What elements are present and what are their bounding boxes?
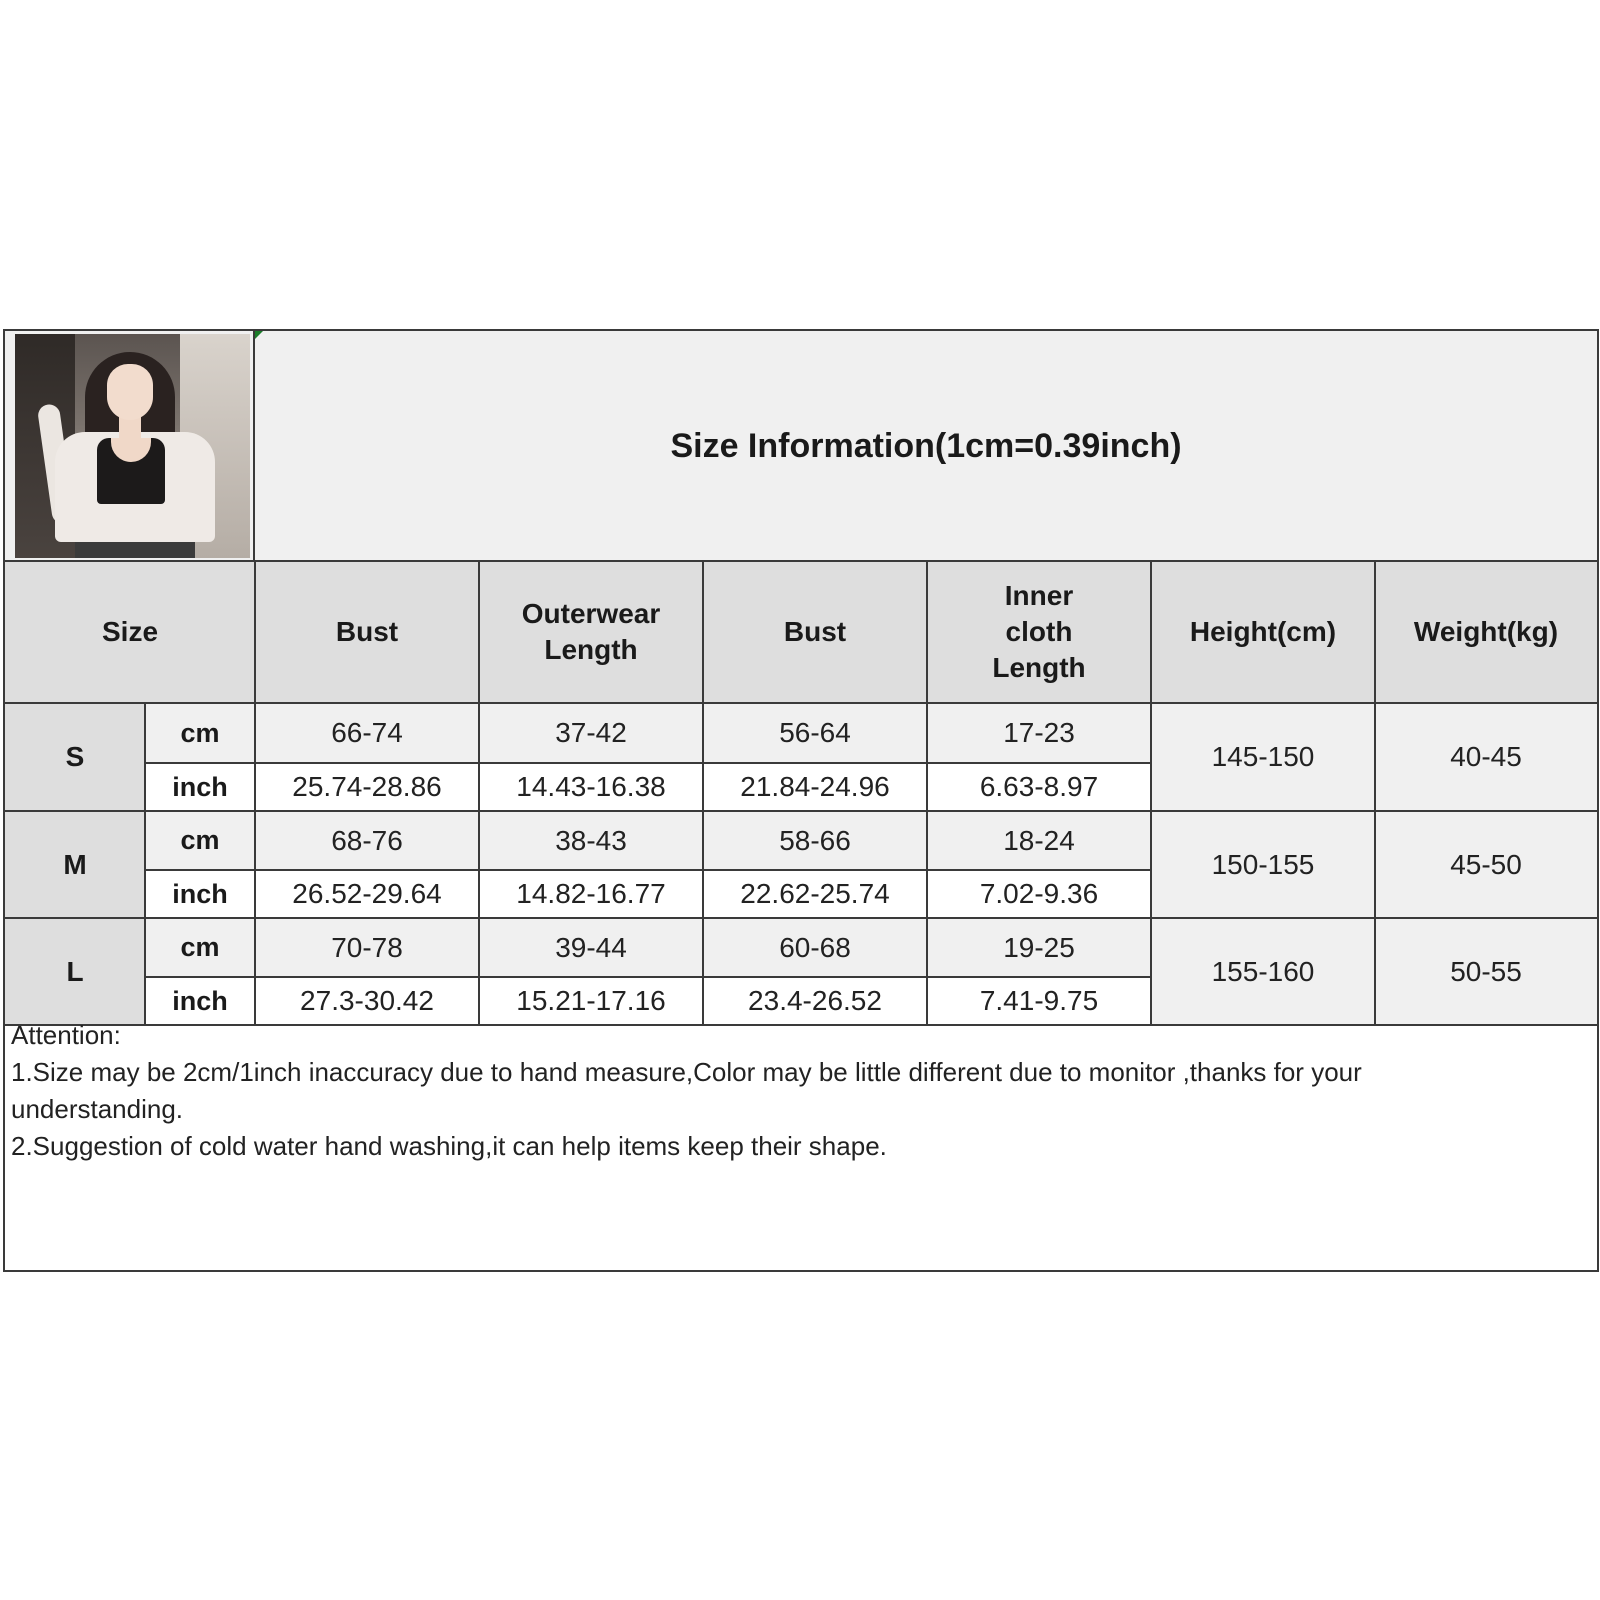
grid-line xyxy=(1150,561,1152,1025)
size-label-s: S xyxy=(5,703,145,811)
table-cell: 14.82-16.77 xyxy=(479,870,703,918)
unit-inch: inch xyxy=(145,763,255,811)
title-cell xyxy=(255,331,1597,561)
height-cell: 150-155 xyxy=(1151,811,1375,918)
grid-line xyxy=(5,917,1597,919)
grid-line xyxy=(144,703,146,1025)
size-label-m: M xyxy=(5,811,145,918)
table-cell: 66-74 xyxy=(255,703,479,763)
product-photo-cell xyxy=(5,331,255,561)
notes-line-1-continued: understanding. xyxy=(11,1094,184,1124)
weight-cell: 45-50 xyxy=(1375,811,1597,918)
unit-cm: cm xyxy=(145,918,255,977)
weight-cell: 40-45 xyxy=(1375,703,1597,811)
product-photo xyxy=(15,334,250,558)
table-cell: 60-68 xyxy=(703,918,927,977)
table-cell: 19-25 xyxy=(927,918,1151,977)
unit-inch: inch xyxy=(145,870,255,918)
grid-line xyxy=(478,561,480,1025)
table-cell: 26.52-29.64 xyxy=(255,870,479,918)
table-cell: 25.74-28.86 xyxy=(255,763,479,811)
grid-line xyxy=(5,810,1597,812)
column-header-outerwear-length: Outerwear Length xyxy=(479,561,703,703)
table-cell: 14.43-16.38 xyxy=(479,763,703,811)
table-cell: 70-78 xyxy=(255,918,479,977)
page-title: Size Information(1cm=0.39inch) xyxy=(670,426,1182,465)
column-header-bust-inner: Bust xyxy=(703,561,927,703)
table-cell: 37-42 xyxy=(479,703,703,763)
column-header-inner-cloth-length: Inner cloth Length xyxy=(927,561,1151,703)
size-chart xyxy=(3,329,1599,1272)
unit-inch: inch xyxy=(145,977,255,1025)
table-cell: 15.21-17.16 xyxy=(479,977,703,1025)
size-label-l: L xyxy=(5,918,145,1025)
column-header-bust: Bust xyxy=(255,561,479,703)
table-cell: 68-76 xyxy=(255,811,479,870)
table-cell: 23.4-26.52 xyxy=(703,977,927,1025)
table-cell: 56-64 xyxy=(703,703,927,763)
grid-line xyxy=(145,869,1151,871)
notes-heading: Attention: xyxy=(11,1020,121,1050)
table-cell: 22.62-25.74 xyxy=(703,870,927,918)
height-cell: 145-150 xyxy=(1151,703,1375,811)
height-cell: 155-160 xyxy=(1151,918,1375,1025)
column-header-size: Size xyxy=(5,561,255,703)
grid-line xyxy=(145,762,1151,764)
column-header-height: Height(cm) xyxy=(1151,561,1375,703)
table-cell: 21.84-24.96 xyxy=(703,763,927,811)
table-cell: 39-44 xyxy=(479,918,703,977)
weight-cell: 50-55 xyxy=(1375,918,1597,1025)
grid-line xyxy=(926,561,928,1025)
unit-cm: cm xyxy=(145,703,255,763)
table-cell: 27.3-30.42 xyxy=(255,977,479,1025)
notes-line-2: 2.Suggestion of cold water hand washing,it can help items keep their shape. xyxy=(11,1131,887,1161)
column-header-weight: Weight(kg) xyxy=(1375,561,1597,703)
attention-notes xyxy=(11,1017,1571,1165)
table-cell: 18-24 xyxy=(927,811,1151,870)
grid-line xyxy=(254,561,256,1025)
grid-line xyxy=(1374,561,1376,1025)
table-cell: 6.63-8.97 xyxy=(927,763,1151,811)
grid-line xyxy=(145,976,1151,978)
table-cell: 38-43 xyxy=(479,811,703,870)
grid-line xyxy=(5,702,1597,704)
notes-line-1: 1.Size may be 2cm/1inch inaccuracy due to hand measure,Color may be little different due to monitor ,thanks for your xyxy=(11,1057,1362,1087)
unit-cm: cm xyxy=(145,811,255,870)
table-cell: 58-66 xyxy=(703,811,927,870)
table-cell: 7.41-9.75 xyxy=(927,977,1151,1025)
grid-line xyxy=(702,561,704,1025)
table-cell: 17-23 xyxy=(927,703,1151,763)
table-cell: 7.02-9.36 xyxy=(927,870,1151,918)
grid-line xyxy=(5,560,1597,562)
